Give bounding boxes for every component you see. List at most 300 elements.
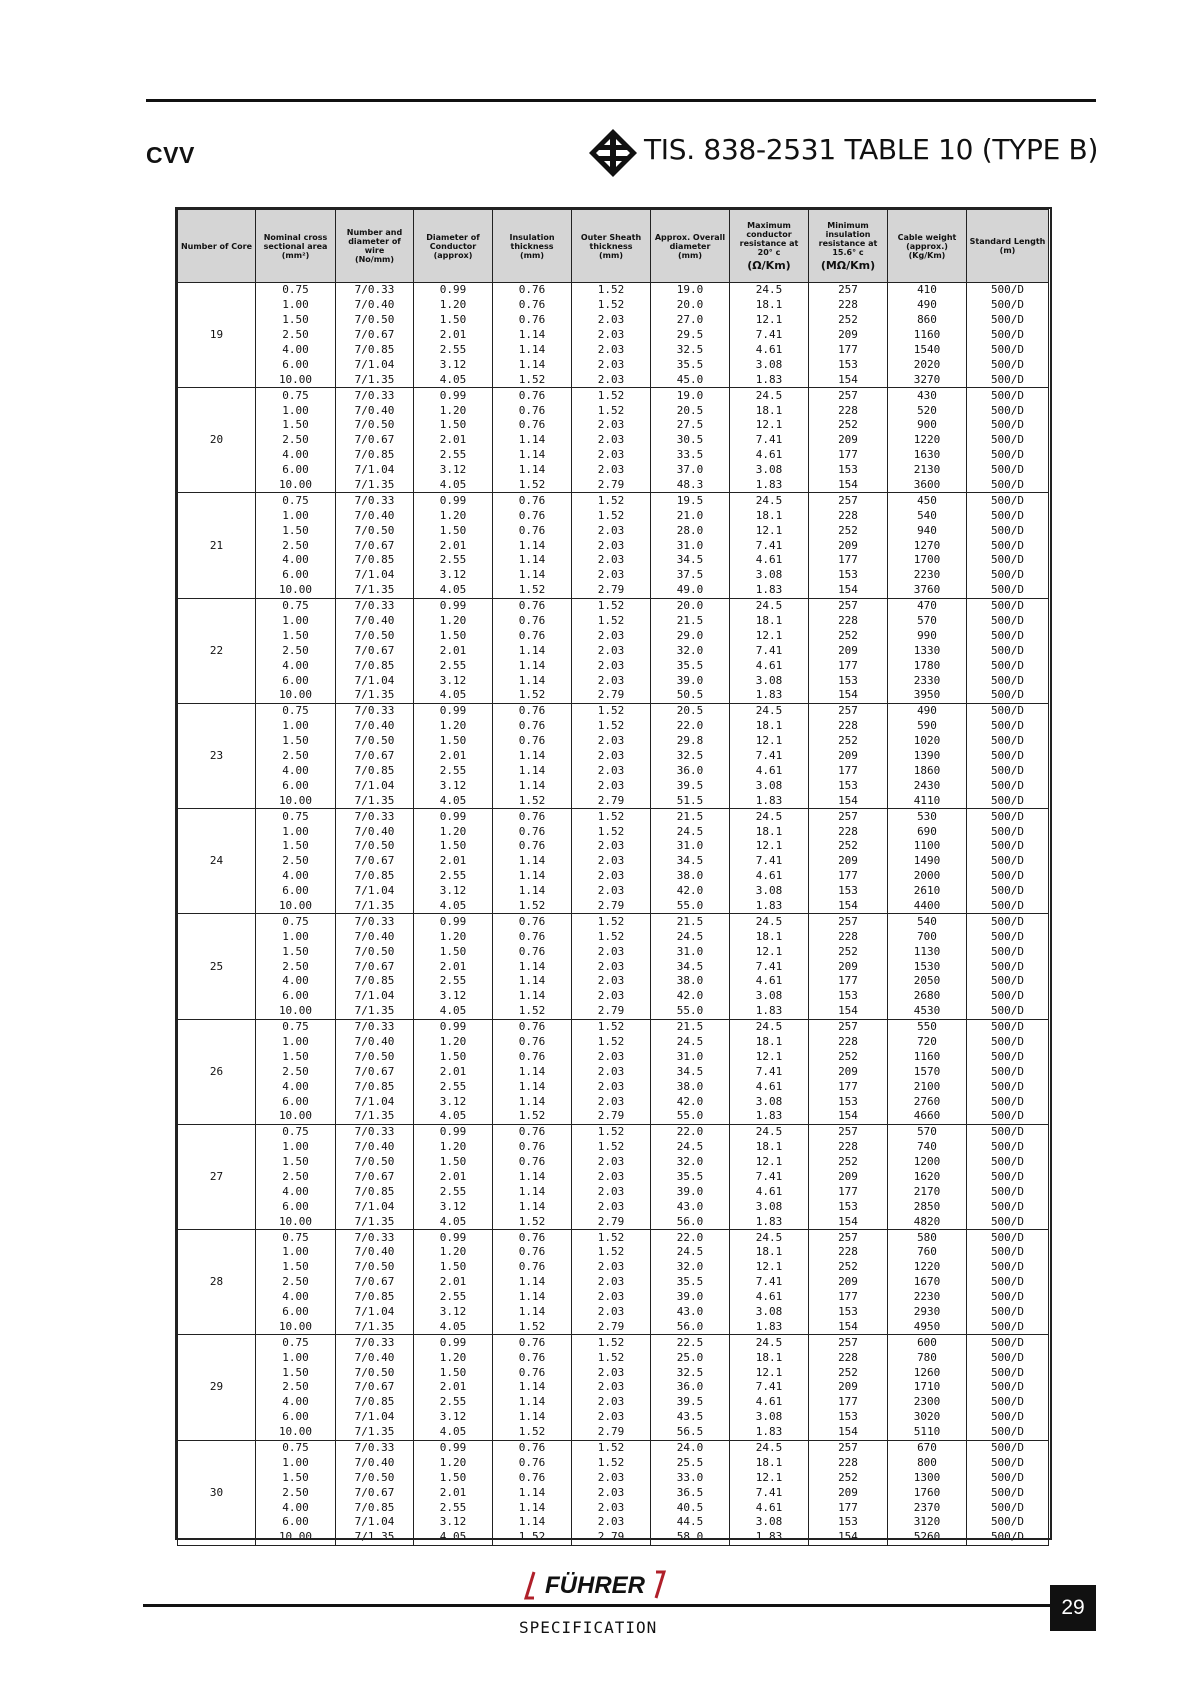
table-cell: 7/0.67	[336, 643, 414, 658]
table-cell: 1.14	[493, 869, 572, 884]
table-cell: 43.0	[651, 1199, 730, 1214]
table-cell: 2.50	[256, 1170, 336, 1185]
table-cell: 32.0	[651, 1260, 730, 1275]
top-rule	[146, 99, 1096, 102]
table-cell: 257	[809, 493, 888, 508]
table-cell: 19.5	[651, 493, 730, 508]
table-cell: 2.03	[572, 839, 651, 854]
spec-table	[177, 209, 1049, 1546]
table-cell: 1.52	[572, 1230, 651, 1245]
table-row	[178, 854, 1049, 869]
table-cell: 39.0	[651, 1184, 730, 1199]
table-cell: 2.03	[572, 553, 651, 568]
table-cell: 3.12	[414, 884, 493, 899]
table-cell: 500/D	[967, 944, 1049, 959]
table-cell: 177	[809, 1395, 888, 1410]
table-row	[178, 343, 1049, 358]
table-cell: 500/D	[967, 343, 1049, 358]
table-cell: 1.14	[493, 1380, 572, 1395]
table-cell: 7/0.85	[336, 869, 414, 884]
table-cell: 49.0	[651, 583, 730, 598]
table-cell: 24.5	[651, 1245, 730, 1260]
spec-table-container	[177, 209, 1048, 1546]
table-cell: 2.01	[414, 643, 493, 658]
table-cell: 31.0	[651, 839, 730, 854]
table-cell: 500/D	[967, 974, 1049, 989]
table-cell: 0.76	[493, 1455, 572, 1470]
table-cell: 0.76	[493, 929, 572, 944]
table-cell: 7/0.40	[336, 1140, 414, 1155]
table-cell: 20.0	[651, 298, 730, 313]
table-row	[178, 553, 1049, 568]
table-cell: 1670	[888, 1275, 967, 1290]
table-cell: 1.52	[572, 598, 651, 613]
table-cell: 2.50	[256, 1485, 336, 1500]
table-cell: 7/0.40	[336, 1245, 414, 1260]
table-cell: 37.5	[651, 568, 730, 583]
table-cell: 3.08	[730, 357, 809, 372]
table-cell: 252	[809, 1155, 888, 1170]
table-cell: 2.79	[572, 1109, 651, 1124]
table-cell: 500/D	[967, 1035, 1049, 1050]
table-cell: 1.14	[493, 658, 572, 673]
tis-standard-mark-icon	[588, 128, 638, 178]
table-cell: 25.5	[651, 1455, 730, 1470]
table-cell: 27.5	[651, 418, 730, 433]
table-cell: 2.55	[414, 1395, 493, 1410]
table-cell: 7/0.33	[336, 1019, 414, 1034]
table-cell: 30.5	[651, 433, 730, 448]
table-cell: 1.52	[572, 1455, 651, 1470]
table-cell: 58.0	[651, 1530, 730, 1545]
table-cell: 1.50	[256, 1470, 336, 1485]
table-cell: 55.0	[651, 1004, 730, 1019]
table-cell: 1.14	[493, 328, 572, 343]
table-cell: 22.0	[651, 719, 730, 734]
table-cell: 0.76	[493, 1019, 572, 1034]
table-cell: 0.76	[493, 1335, 572, 1350]
table-cell: 2.03	[572, 1380, 651, 1395]
table-cell: 4.05	[414, 1214, 493, 1229]
table-cell: 0.76	[493, 1365, 572, 1380]
table-cell: 7/1.04	[336, 673, 414, 688]
table-cell: 7/0.50	[336, 839, 414, 854]
table-cell: 56.0	[651, 1214, 730, 1229]
table-cell: 1.14	[493, 974, 572, 989]
table-cell: 6.00	[256, 673, 336, 688]
table-cell: 2.03	[572, 854, 651, 869]
table-cell: 1.20	[414, 1245, 493, 1260]
table-cell: 1.50	[256, 1049, 336, 1064]
table-cell: 50.5	[651, 688, 730, 703]
table-cell: 7/0.50	[336, 1049, 414, 1064]
table-cell: 500/D	[967, 764, 1049, 779]
table-cell: 154	[809, 1214, 888, 1229]
table-cell: 7.41	[730, 959, 809, 974]
table-cell: 7/0.85	[336, 553, 414, 568]
table-cell: 209	[809, 328, 888, 343]
core-count-cell: 29	[178, 1335, 256, 1440]
table-cell: 4.05	[414, 1425, 493, 1440]
table-cell: 1.00	[256, 1455, 336, 1470]
table-cell: 1.14	[493, 1485, 572, 1500]
table-cell: 1100	[888, 839, 967, 854]
table-cell: 22.5	[651, 1335, 730, 1350]
table-cell: 0.75	[256, 598, 336, 613]
table-cell: 12.1	[730, 1470, 809, 1485]
table-cell: 4.00	[256, 1079, 336, 1094]
table-cell: 7.41	[730, 1275, 809, 1290]
table-cell: 450	[888, 493, 967, 508]
table-cell: 154	[809, 688, 888, 703]
table-cell: 1020	[888, 734, 967, 749]
table-cell: 1.50	[256, 839, 336, 854]
table-cell: 7/0.67	[336, 1064, 414, 1079]
table-cell: 500/D	[967, 854, 1049, 869]
table-row	[178, 959, 1049, 974]
table-cell: 1.14	[493, 433, 572, 448]
table-cell: 24.5	[730, 283, 809, 298]
table-cell: 500/D	[967, 989, 1049, 1004]
table-cell: 0.76	[493, 1140, 572, 1155]
table-cell: 209	[809, 854, 888, 869]
table-cell: 3.08	[730, 778, 809, 793]
table-cell: 7/0.33	[336, 1124, 414, 1139]
table-row	[178, 598, 1049, 613]
table-cell: 0.76	[493, 1124, 572, 1139]
table-cell: 540	[888, 914, 967, 929]
table-cell: 740	[888, 1140, 967, 1155]
table-cell: 1.52	[572, 1350, 651, 1365]
table-cell: 2.03	[572, 643, 651, 658]
table-row	[178, 673, 1049, 688]
table-cell: 500/D	[967, 1455, 1049, 1470]
table-cell: 1780	[888, 658, 967, 673]
table-cell: 25.0	[651, 1350, 730, 1365]
table-cell: 3.12	[414, 1094, 493, 1109]
table-cell: 24.5	[730, 1440, 809, 1455]
table-cell: 500/D	[967, 1485, 1049, 1500]
table-cell: 570	[888, 1124, 967, 1139]
table-cell: 20.5	[651, 703, 730, 718]
table-cell: 1.14	[493, 1275, 572, 1290]
table-row	[178, 1530, 1049, 1545]
table-cell: 7/1.35	[336, 1319, 414, 1334]
table-row	[178, 899, 1049, 914]
table-cell: 7/0.33	[336, 809, 414, 824]
table-cell: 252	[809, 944, 888, 959]
table-cell: 2.03	[572, 1410, 651, 1425]
table-cell: 7/0.40	[336, 824, 414, 839]
table-cell: 44.5	[651, 1515, 730, 1530]
column-header-label: Standard Length	[969, 237, 1046, 246]
fuhrer-logo-icon	[520, 1568, 670, 1602]
table-cell: 24.5	[730, 809, 809, 824]
table-cell: 1.20	[414, 929, 493, 944]
table-cell: 153	[809, 1515, 888, 1530]
column-header	[336, 210, 414, 283]
table-cell: 7/0.40	[336, 719, 414, 734]
table-cell: 2000	[888, 869, 967, 884]
table-cell: 1.14	[493, 1290, 572, 1305]
table-cell: 19.0	[651, 283, 730, 298]
table-cell: 540	[888, 508, 967, 523]
table-cell: 7/0.67	[336, 1275, 414, 1290]
table-cell: 500/D	[967, 1530, 1049, 1545]
table-cell: 2.03	[572, 418, 651, 433]
table-cell: 1.14	[493, 343, 572, 358]
table-cell: 500/D	[967, 508, 1049, 523]
table-cell: 0.76	[493, 1260, 572, 1275]
table-cell: 1.14	[493, 1305, 572, 1320]
table-cell: 1.20	[414, 1350, 493, 1365]
table-cell: 1.52	[572, 1019, 651, 1034]
table-cell: 1160	[888, 1049, 967, 1064]
table-cell: 39.0	[651, 673, 730, 688]
table-cell: 12.1	[730, 313, 809, 328]
table-cell: 500/D	[967, 1500, 1049, 1515]
table-cell: 500/D	[967, 1064, 1049, 1079]
table-cell: 0.76	[493, 1035, 572, 1050]
table-cell: 10.00	[256, 1530, 336, 1545]
table-cell: 1.50	[414, 1049, 493, 1064]
table-cell: 1490	[888, 854, 967, 869]
table-cell: 1.83	[730, 1214, 809, 1229]
table-cell: 153	[809, 673, 888, 688]
table-cell: 2100	[888, 1079, 967, 1094]
table-cell: 7/1.04	[336, 1305, 414, 1320]
table-cell: 500/D	[967, 749, 1049, 764]
core-count-cell: 27	[178, 1124, 256, 1229]
table-cell: 56.5	[651, 1425, 730, 1440]
table-cell: 7/1.04	[336, 1199, 414, 1214]
table-cell: 18.1	[730, 298, 809, 313]
table-row	[178, 493, 1049, 508]
table-cell: 252	[809, 418, 888, 433]
table-cell: 10.00	[256, 583, 336, 598]
table-cell: 2.55	[414, 448, 493, 463]
column-header-label: Number of Core	[180, 241, 253, 251]
table-cell: 252	[809, 839, 888, 854]
table-cell: 3.08	[730, 1515, 809, 1530]
table-cell: 500/D	[967, 1049, 1049, 1064]
table-cell: 7/0.50	[336, 628, 414, 643]
table-cell: 22.0	[651, 1124, 730, 1139]
table-cell: 1.20	[414, 1140, 493, 1155]
table-cell: 1.52	[493, 1425, 572, 1440]
table-cell: 2.50	[256, 328, 336, 343]
table-cell: 4.00	[256, 1500, 336, 1515]
table-cell: 7/0.50	[336, 1365, 414, 1380]
table-cell: 3.08	[730, 884, 809, 899]
table-cell: 18.1	[730, 1140, 809, 1155]
table-cell: 4110	[888, 793, 967, 808]
table-cell: 500/D	[967, 328, 1049, 343]
table-cell: 2.79	[572, 688, 651, 703]
table-cell: 7/0.33	[336, 283, 414, 298]
table-cell: 500/D	[967, 839, 1049, 854]
table-cell: 209	[809, 959, 888, 974]
table-cell: 7/0.33	[336, 1335, 414, 1350]
table-cell: 7/0.40	[336, 1455, 414, 1470]
table-cell: 32.5	[651, 1365, 730, 1380]
table-cell: 500/D	[967, 899, 1049, 914]
table-cell: 7/1.35	[336, 899, 414, 914]
table-cell: 1540	[888, 343, 967, 358]
column-header	[809, 210, 888, 283]
table-cell: 10.00	[256, 793, 336, 808]
table-cell: 720	[888, 1035, 967, 1050]
table-cell: 43.5	[651, 1410, 730, 1425]
table-cell: 900	[888, 418, 967, 433]
table-cell: 7/0.33	[336, 598, 414, 613]
table-cell: 18.1	[730, 929, 809, 944]
table-cell: 2.01	[414, 1380, 493, 1395]
table-cell: 7/1.35	[336, 793, 414, 808]
table-cell: 1130	[888, 944, 967, 959]
table-cell: 7.41	[730, 749, 809, 764]
table-cell: 0.76	[493, 944, 572, 959]
table-cell: 6.00	[256, 778, 336, 793]
table-cell: 20.0	[651, 598, 730, 613]
table-cell: 21.0	[651, 508, 730, 523]
table-cell: 2.50	[256, 749, 336, 764]
table-cell: 2.01	[414, 749, 493, 764]
table-cell: 209	[809, 538, 888, 553]
table-cell: 2.03	[572, 1184, 651, 1199]
table-cell: 24.5	[730, 598, 809, 613]
table-cell: 1.14	[493, 778, 572, 793]
table-cell: 153	[809, 1305, 888, 1320]
table-cell: 7/1.35	[336, 478, 414, 493]
table-cell: 1.50	[414, 418, 493, 433]
table-cell: 2.03	[572, 1049, 651, 1064]
column-header	[572, 210, 651, 283]
table-cell: 36.0	[651, 764, 730, 779]
table-row	[178, 1335, 1049, 1350]
table-cell: 7/0.85	[336, 764, 414, 779]
table-row	[178, 688, 1049, 703]
table-cell: 2.03	[572, 313, 651, 328]
table-cell: 2050	[888, 974, 967, 989]
table-cell: 10.00	[256, 1214, 336, 1229]
table-cell: 4.61	[730, 1500, 809, 1515]
table-cell: 2.55	[414, 1184, 493, 1199]
table-cell: 2.01	[414, 328, 493, 343]
table-cell: 2.03	[572, 1199, 651, 1214]
table-cell: 1.14	[493, 1079, 572, 1094]
table-cell: 10.00	[256, 372, 336, 387]
table-cell: 1.52	[572, 403, 651, 418]
table-cell: 154	[809, 1109, 888, 1124]
table-cell: 490	[888, 703, 967, 718]
table-cell: 209	[809, 433, 888, 448]
table-cell: 153	[809, 357, 888, 372]
table-cell: 10.00	[256, 478, 336, 493]
table-cell: 1.52	[572, 1245, 651, 1260]
table-cell: 1.00	[256, 824, 336, 839]
table-cell: 24.5	[730, 914, 809, 929]
table-row	[178, 283, 1049, 298]
table-row	[178, 1365, 1049, 1380]
table-cell: 520	[888, 403, 967, 418]
table-cell: 1.52	[572, 929, 651, 944]
table-cell: 940	[888, 523, 967, 538]
table-cell: 0.76	[493, 493, 572, 508]
table-cell: 18.1	[730, 508, 809, 523]
table-cell: 252	[809, 1049, 888, 1064]
table-cell: 12.1	[730, 418, 809, 433]
table-cell: 3020	[888, 1410, 967, 1425]
table-row	[178, 372, 1049, 387]
table-cell: 0.99	[414, 703, 493, 718]
column-header-label: Approx. Overall diameter	[654, 232, 726, 251]
table-cell: 7/1.04	[336, 1515, 414, 1530]
table-cell: 4.61	[730, 448, 809, 463]
table-cell: 1.52	[572, 388, 651, 403]
table-cell: 24.5	[651, 824, 730, 839]
table-cell: 3.12	[414, 989, 493, 1004]
table-cell: 7/1.04	[336, 989, 414, 1004]
table-row	[178, 1380, 1049, 1395]
table-cell: 1.14	[493, 673, 572, 688]
table-cell: 153	[809, 1410, 888, 1425]
table-cell: 177	[809, 1500, 888, 1515]
table-cell: 7/0.85	[336, 974, 414, 989]
table-cell: 3120	[888, 1515, 967, 1530]
table-row	[178, 734, 1049, 749]
table-cell: 2.03	[572, 974, 651, 989]
table-cell: 0.99	[414, 493, 493, 508]
table-cell: 2.79	[572, 1319, 651, 1334]
table-cell: 7/0.33	[336, 388, 414, 403]
table-cell: 2.03	[572, 1155, 651, 1170]
table-cell: 1.20	[414, 508, 493, 523]
table-row	[178, 824, 1049, 839]
table-cell: 1.14	[493, 764, 572, 779]
table-cell: 7/0.33	[336, 914, 414, 929]
column-header-label: Minimum insulation resistance at 15.6° c	[818, 220, 878, 257]
table-cell: 500/D	[967, 1184, 1049, 1199]
table-cell: 2.03	[572, 433, 651, 448]
table-cell: 500/D	[967, 538, 1049, 553]
table-cell: 7/1.04	[336, 778, 414, 793]
table-cell: 500/D	[967, 568, 1049, 583]
table-cell: 2.01	[414, 433, 493, 448]
table-cell: 2930	[888, 1305, 967, 1320]
table-cell: 39.5	[651, 778, 730, 793]
table-cell: 0.76	[493, 403, 572, 418]
table-cell: 153	[809, 1094, 888, 1109]
table-cell: 2330	[888, 673, 967, 688]
table-cell: 18.1	[730, 1455, 809, 1470]
table-cell: 430	[888, 388, 967, 403]
table-row	[178, 1124, 1049, 1139]
table-cell: 1.14	[493, 884, 572, 899]
table-cell: 500/D	[967, 418, 1049, 433]
table-cell: 2.79	[572, 1004, 651, 1019]
table-cell: 2.01	[414, 1275, 493, 1290]
table-row	[178, 1004, 1049, 1019]
table-cell: 1.00	[256, 1245, 336, 1260]
table-cell: 34.5	[651, 1064, 730, 1079]
table-cell: 24.5	[651, 929, 730, 944]
table-cell: 2.01	[414, 1064, 493, 1079]
table-row	[178, 749, 1049, 764]
table-row	[178, 1109, 1049, 1124]
table-cell: 1.14	[493, 538, 572, 553]
table-cell: 700	[888, 929, 967, 944]
